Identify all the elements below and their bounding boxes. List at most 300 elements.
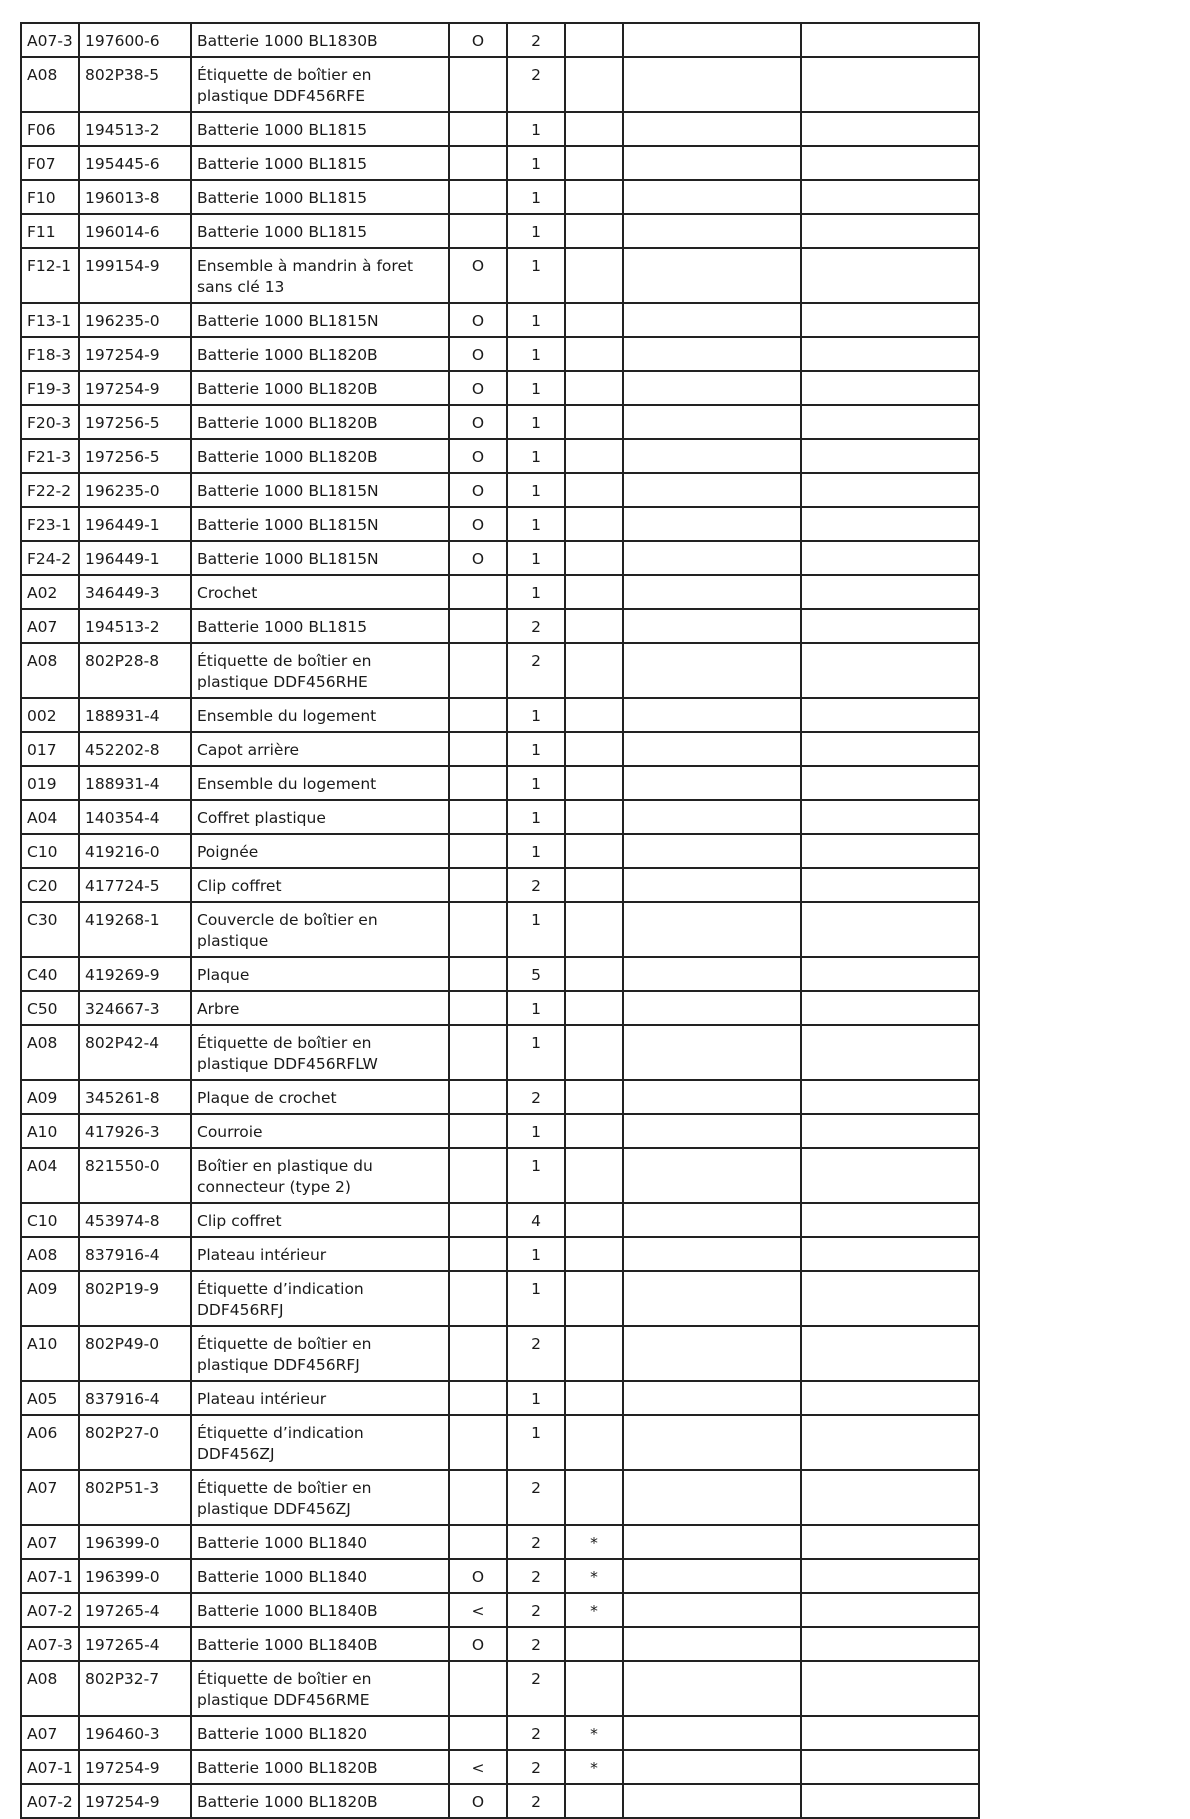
table-row: [21, 337, 979, 371]
description-cell: Couvercle de boîtier en plastique: [191, 902, 449, 957]
part-code-cell: 197254-9: [79, 337, 191, 371]
empty-cell: [801, 112, 979, 146]
empty-cell: [801, 1627, 979, 1661]
empty-cell: [801, 57, 979, 112]
item-number-cell: 002: [21, 698, 79, 732]
mark-cell: [449, 698, 507, 732]
empty-cell: [623, 698, 801, 732]
table-row: [21, 1148, 979, 1203]
quantity-cell: 1: [507, 507, 565, 541]
table-row: [21, 991, 979, 1025]
quantity-cell: 1: [507, 146, 565, 180]
mark-cell: [449, 1326, 507, 1381]
part-code-cell: 802P51-3: [79, 1470, 191, 1525]
table-row: [21, 902, 979, 957]
description-cell: Batterie 1000 BL1815N: [191, 507, 449, 541]
quantity-cell: 1: [507, 248, 565, 303]
mark-cell: [449, 1470, 507, 1525]
quantity-cell: 1: [507, 800, 565, 834]
description-cell: Batterie 1000 BL1815: [191, 214, 449, 248]
part-code-cell: 837916-4: [79, 1237, 191, 1271]
item-number-cell: C10: [21, 1203, 79, 1237]
note-cell: [565, 541, 623, 575]
item-number-cell: F19-3: [21, 371, 79, 405]
table-row: [21, 1470, 979, 1525]
mark-cell: [449, 1237, 507, 1271]
description-cell: Boîtier en plastique du connecteur (type 2): [191, 1148, 449, 1203]
note-cell: [565, 1148, 623, 1203]
item-number-cell: F22-2: [21, 473, 79, 507]
table-row: [21, 1025, 979, 1080]
empty-cell: [801, 1114, 979, 1148]
mark-cell: O: [449, 248, 507, 303]
note-cell: [565, 1080, 623, 1114]
note-cell: [565, 1470, 623, 1525]
table-row: [21, 766, 979, 800]
item-number-cell: C20: [21, 868, 79, 902]
empty-cell: [623, 1525, 801, 1559]
item-number-cell: A05: [21, 1381, 79, 1415]
table-row: [21, 1559, 979, 1593]
mark-cell: [449, 1203, 507, 1237]
item-number-cell: C30: [21, 902, 79, 957]
empty-cell: [801, 1080, 979, 1114]
note-cell: [565, 57, 623, 112]
item-number-cell: A04: [21, 800, 79, 834]
empty-cell: [801, 214, 979, 248]
description-cell: Batterie 1000 BL1820B: [191, 371, 449, 405]
description-cell: Plaque: [191, 957, 449, 991]
mark-cell: [449, 609, 507, 643]
mark-cell: [449, 902, 507, 957]
part-code-cell: 802P19-9: [79, 1271, 191, 1326]
table-row: [21, 1080, 979, 1114]
empty-cell: [623, 1148, 801, 1203]
quantity-cell: 1: [507, 1025, 565, 1080]
note-cell: [565, 1326, 623, 1381]
parts-table-container: [20, 22, 980, 1819]
empty-cell: [623, 507, 801, 541]
mark-cell: [449, 834, 507, 868]
empty-cell: [801, 1470, 979, 1525]
table-row: [21, 1415, 979, 1470]
note-cell: [565, 1114, 623, 1148]
quantity-cell: 5: [507, 957, 565, 991]
empty-cell: [801, 303, 979, 337]
mark-cell: [449, 1716, 507, 1750]
quantity-cell: 1: [507, 439, 565, 473]
quantity-cell: 2: [507, 57, 565, 112]
quantity-cell: 1: [507, 834, 565, 868]
table-row: [21, 698, 979, 732]
empty-cell: [623, 1627, 801, 1661]
note-cell: [565, 180, 623, 214]
description-cell: Poignée: [191, 834, 449, 868]
table-row: [21, 957, 979, 991]
item-number-cell: A10: [21, 1114, 79, 1148]
part-code-cell: 324667-3: [79, 991, 191, 1025]
empty-cell: [801, 1525, 979, 1559]
note-cell: *: [565, 1750, 623, 1784]
empty-cell: [623, 473, 801, 507]
description-cell: Étiquette de boîtier en plastique DDF456RHE: [191, 643, 449, 698]
empty-cell: [623, 991, 801, 1025]
mark-cell: O: [449, 541, 507, 575]
item-number-cell: 019: [21, 766, 79, 800]
description-cell: Ensemble du logement: [191, 698, 449, 732]
mark-cell: [449, 1114, 507, 1148]
description-cell: Plaque de crochet: [191, 1080, 449, 1114]
description-cell: Batterie 1000 BL1815N: [191, 541, 449, 575]
empty-cell: [801, 1593, 979, 1627]
description-cell: Batterie 1000 BL1830B: [191, 23, 449, 57]
part-code-cell: 802P42-4: [79, 1025, 191, 1080]
quantity-cell: 2: [507, 1784, 565, 1818]
quantity-cell: 2: [507, 23, 565, 57]
quantity-cell: 1: [507, 698, 565, 732]
mark-cell: [449, 1148, 507, 1203]
description-cell: Étiquette de boîtier en plastique DDF456RFLW: [191, 1025, 449, 1080]
table-row: [21, 1593, 979, 1627]
note-cell: [565, 1271, 623, 1326]
empty-cell: [801, 146, 979, 180]
empty-cell: [801, 1148, 979, 1203]
part-code-cell: 195445-6: [79, 146, 191, 180]
empty-cell: [623, 1080, 801, 1114]
mark-cell: O: [449, 23, 507, 57]
part-code-cell: 197254-9: [79, 371, 191, 405]
empty-cell: [801, 337, 979, 371]
note-cell: [565, 957, 623, 991]
table-row: [21, 439, 979, 473]
description-cell: Étiquette d’indication DDF456RFJ: [191, 1271, 449, 1326]
part-code-cell: 196399-0: [79, 1559, 191, 1593]
empty-cell: [623, 766, 801, 800]
quantity-cell: 2: [507, 1559, 565, 1593]
empty-cell: [623, 1415, 801, 1470]
quantity-cell: 1: [507, 180, 565, 214]
description-cell: Batterie 1000 BL1820: [191, 1716, 449, 1750]
table-row: [21, 1237, 979, 1271]
empty-cell: [623, 868, 801, 902]
empty-cell: [623, 732, 801, 766]
empty-cell: [623, 643, 801, 698]
quantity-cell: 1: [507, 1381, 565, 1415]
table-row: [21, 868, 979, 902]
empty-cell: [623, 834, 801, 868]
empty-cell: [801, 834, 979, 868]
table-row: [21, 1525, 979, 1559]
empty-cell: [623, 800, 801, 834]
empty-cell: [801, 473, 979, 507]
table-row: [21, 1750, 979, 1784]
note-cell: [565, 1203, 623, 1237]
table-row: [21, 1381, 979, 1415]
quantity-cell: 4: [507, 1203, 565, 1237]
note-cell: [565, 609, 623, 643]
mark-cell: O: [449, 405, 507, 439]
empty-cell: [623, 303, 801, 337]
item-number-cell: A07: [21, 609, 79, 643]
empty-cell: [801, 439, 979, 473]
item-number-cell: A08: [21, 1661, 79, 1716]
empty-cell: [801, 1415, 979, 1470]
empty-cell: [623, 1203, 801, 1237]
description-cell: Batterie 1000 BL1840B: [191, 1627, 449, 1661]
item-number-cell: A08: [21, 1025, 79, 1080]
empty-cell: [801, 1025, 979, 1080]
description-cell: Coffret plastique: [191, 800, 449, 834]
empty-cell: [623, 439, 801, 473]
part-code-cell: 188931-4: [79, 766, 191, 800]
note-cell: [565, 23, 623, 57]
table-row: [21, 405, 979, 439]
description-cell: Batterie 1000 BL1840: [191, 1525, 449, 1559]
mark-cell: [449, 57, 507, 112]
empty-cell: [623, 902, 801, 957]
note-cell: [565, 991, 623, 1025]
empty-cell: [623, 1593, 801, 1627]
quantity-cell: 2: [507, 609, 565, 643]
note-cell: [565, 439, 623, 473]
item-number-cell: A06: [21, 1415, 79, 1470]
table-row: [21, 643, 979, 698]
table-row: [21, 57, 979, 112]
part-code-cell: 196014-6: [79, 214, 191, 248]
description-cell: Batterie 1000 BL1815N: [191, 303, 449, 337]
mark-cell: O: [449, 303, 507, 337]
item-number-cell: A08: [21, 1237, 79, 1271]
note-cell: [565, 112, 623, 146]
table-row: [21, 1326, 979, 1381]
description-cell: Batterie 1000 BL1815: [191, 112, 449, 146]
mark-cell: [449, 1415, 507, 1470]
note-cell: [565, 1661, 623, 1716]
mark-cell: [449, 1381, 507, 1415]
mark-cell: <: [449, 1750, 507, 1784]
mark-cell: [449, 146, 507, 180]
table-row: [21, 1627, 979, 1661]
part-code-cell: 802P32-7: [79, 1661, 191, 1716]
table-row: [21, 1114, 979, 1148]
item-number-cell: F06: [21, 112, 79, 146]
item-number-cell: F21-3: [21, 439, 79, 473]
item-number-cell: A07-1: [21, 1750, 79, 1784]
description-cell: Batterie 1000 BL1820B: [191, 1750, 449, 1784]
table-row: [21, 23, 979, 57]
quantity-cell: 1: [507, 337, 565, 371]
part-code-cell: 197254-9: [79, 1750, 191, 1784]
item-number-cell: A07-3: [21, 1627, 79, 1661]
empty-cell: [801, 1784, 979, 1818]
note-cell: [565, 868, 623, 902]
mark-cell: [449, 766, 507, 800]
description-cell: Ensemble à mandrin à foret sans clé 13: [191, 248, 449, 303]
part-code-cell: 194513-2: [79, 112, 191, 146]
empty-cell: [801, 991, 979, 1025]
part-code-cell: 196235-0: [79, 473, 191, 507]
quantity-cell: 2: [507, 1525, 565, 1559]
note-cell: [565, 834, 623, 868]
quantity-cell: 2: [507, 1080, 565, 1114]
quantity-cell: 1: [507, 1271, 565, 1326]
item-number-cell: F12-1: [21, 248, 79, 303]
item-number-cell: 017: [21, 732, 79, 766]
note-cell: [565, 1784, 623, 1818]
note-cell: [565, 698, 623, 732]
mark-cell: O: [449, 473, 507, 507]
table-row: [21, 1271, 979, 1326]
empty-cell: [801, 507, 979, 541]
empty-cell: [801, 766, 979, 800]
quantity-cell: 1: [507, 1237, 565, 1271]
note-cell: [565, 1415, 623, 1470]
empty-cell: [623, 541, 801, 575]
description-cell: Plateau intérieur: [191, 1381, 449, 1415]
mark-cell: [449, 214, 507, 248]
description-cell: Batterie 1000 BL1820B: [191, 337, 449, 371]
description-cell: Étiquette de boîtier en plastique DDF456RME: [191, 1661, 449, 1716]
empty-cell: [801, 575, 979, 609]
quantity-cell: 2: [507, 868, 565, 902]
part-code-cell: 196449-1: [79, 541, 191, 575]
empty-cell: [623, 1326, 801, 1381]
empty-cell: [801, 902, 979, 957]
quantity-cell: 1: [507, 1114, 565, 1148]
mark-cell: [449, 800, 507, 834]
item-number-cell: F18-3: [21, 337, 79, 371]
part-code-cell: 802P28-8: [79, 643, 191, 698]
empty-cell: [623, 1559, 801, 1593]
mark-cell: [449, 1025, 507, 1080]
note-cell: [565, 1237, 623, 1271]
item-number-cell: F07: [21, 146, 79, 180]
description-cell: Courroie: [191, 1114, 449, 1148]
empty-cell: [801, 180, 979, 214]
empty-cell: [801, 23, 979, 57]
item-number-cell: A07: [21, 1525, 79, 1559]
empty-cell: [801, 1381, 979, 1415]
note-cell: [565, 214, 623, 248]
table-row: [21, 112, 979, 146]
item-number-cell: A07-1: [21, 1559, 79, 1593]
mark-cell: [449, 575, 507, 609]
description-cell: Batterie 1000 BL1815N: [191, 473, 449, 507]
quantity-cell: 1: [507, 112, 565, 146]
empty-cell: [623, 609, 801, 643]
table-row: [21, 1203, 979, 1237]
mark-cell: [449, 112, 507, 146]
quantity-cell: 1: [507, 541, 565, 575]
mark-cell: O: [449, 1784, 507, 1818]
part-code-cell: 196460-3: [79, 1716, 191, 1750]
item-number-cell: A02: [21, 575, 79, 609]
table-row: [21, 1716, 979, 1750]
empty-cell: [801, 1326, 979, 1381]
table-row: [21, 575, 979, 609]
part-code-cell: 197254-9: [79, 1784, 191, 1818]
description-cell: Étiquette de boîtier en plastique DDF456RFJ: [191, 1326, 449, 1381]
item-number-cell: F13-1: [21, 303, 79, 337]
empty-cell: [801, 1203, 979, 1237]
quantity-cell: 1: [507, 766, 565, 800]
quantity-cell: 1: [507, 902, 565, 957]
part-code-cell: 453974-8: [79, 1203, 191, 1237]
empty-cell: [623, 1661, 801, 1716]
part-code-cell: 197600-6: [79, 23, 191, 57]
parts-table-body: [21, 23, 979, 1818]
mark-cell: [449, 991, 507, 1025]
table-row: [21, 800, 979, 834]
description-cell: Étiquette de boîtier en plastique DDF456RFE: [191, 57, 449, 112]
note-cell: *: [565, 1559, 623, 1593]
item-number-cell: A09: [21, 1080, 79, 1114]
mark-cell: [449, 1271, 507, 1326]
description-cell: Batterie 1000 BL1840B: [191, 1593, 449, 1627]
part-code-cell: 417724-5: [79, 868, 191, 902]
note-cell: [565, 1025, 623, 1080]
table-row: [21, 146, 979, 180]
empty-cell: [623, 1025, 801, 1080]
description-cell: Batterie 1000 BL1820B: [191, 405, 449, 439]
empty-cell: [623, 957, 801, 991]
part-code-cell: 802P27-0: [79, 1415, 191, 1470]
quantity-cell: 1: [507, 303, 565, 337]
item-number-cell: F11: [21, 214, 79, 248]
item-number-cell: A09: [21, 1271, 79, 1326]
description-cell: Clip coffret: [191, 868, 449, 902]
empty-cell: [623, 248, 801, 303]
note-cell: *: [565, 1716, 623, 1750]
item-number-cell: A08: [21, 643, 79, 698]
item-number-cell: C40: [21, 957, 79, 991]
item-number-cell: F24-2: [21, 541, 79, 575]
description-cell: Batterie 1000 BL1820B: [191, 439, 449, 473]
table-row: [21, 473, 979, 507]
part-code-cell: 417926-3: [79, 1114, 191, 1148]
mark-cell: [449, 957, 507, 991]
empty-cell: [623, 112, 801, 146]
quantity-cell: 1: [507, 991, 565, 1025]
empty-cell: [623, 575, 801, 609]
mark-cell: [449, 1525, 507, 1559]
empty-cell: [623, 1237, 801, 1271]
table-row: [21, 1784, 979, 1818]
part-code-cell: 140354-4: [79, 800, 191, 834]
empty-cell: [801, 1661, 979, 1716]
note-cell: [565, 1627, 623, 1661]
description-cell: Arbre: [191, 991, 449, 1025]
part-code-cell: 345261-8: [79, 1080, 191, 1114]
part-code-cell: 821550-0: [79, 1148, 191, 1203]
note-cell: [565, 507, 623, 541]
description-cell: Crochet: [191, 575, 449, 609]
note-cell: [565, 371, 623, 405]
note-cell: [565, 800, 623, 834]
quantity-cell: 1: [507, 371, 565, 405]
empty-cell: [801, 1271, 979, 1326]
item-number-cell: F23-1: [21, 507, 79, 541]
part-code-cell: 196449-1: [79, 507, 191, 541]
note-cell: *: [565, 1593, 623, 1627]
mark-cell: O: [449, 371, 507, 405]
empty-cell: [801, 868, 979, 902]
note-cell: [565, 766, 623, 800]
part-code-cell: 419269-9: [79, 957, 191, 991]
empty-cell: [801, 405, 979, 439]
empty-cell: [801, 643, 979, 698]
mark-cell: [449, 643, 507, 698]
